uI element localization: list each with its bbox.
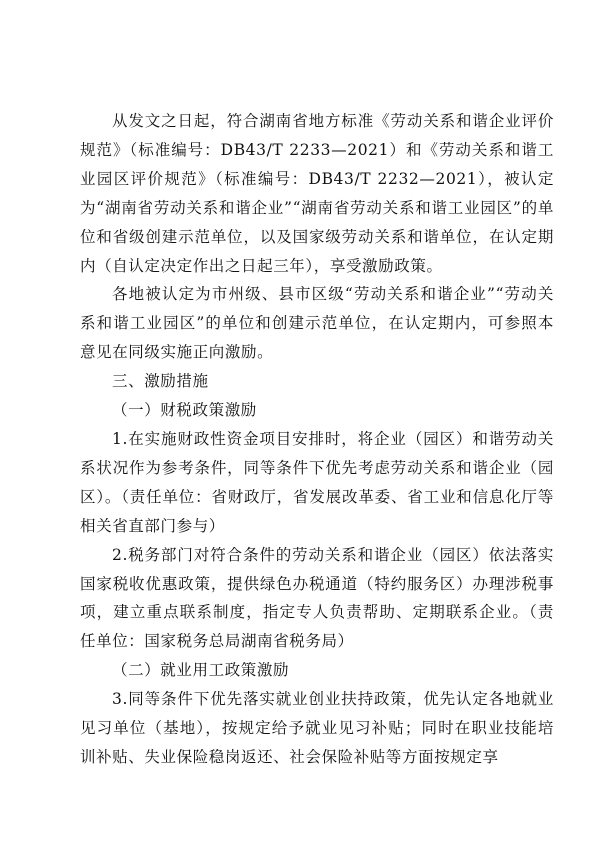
paragraph-recognition-scope: 从发文之日起，符合湖南省地方标准《劳动关系和谐企业评价规范》（标准编号：DB43/T 2233—2021）和《劳动关系和谐工业园区评价规范》（标准编号：DB43/T 2232—2021），被认定为“湖南省劳动关系和谐企业”“湖南省劳动关系和谐工业园区”的单位和省级创建示范单位，以及国家级劳动关系和谐单位，在认定期内（自认定决定作出之日起三年），享受激励政策。: [80, 112, 554, 275]
subsection-heading-employment: （二）就业用工政策激励: [112, 661, 290, 680]
document-body: [80, 107, 554, 772]
subsection-heading-fiscal-tax: （一）财税政策激励: [112, 401, 257, 420]
paragraph-item-3: 3.同等条件下优先落实就业创业扶持政策，优先认定各地就业见习单位（基地），按规定给予就业见习补贴；同时在职业技能培训补贴、失业保险稳岗返还、社会保险补贴等方面按规定享: [80, 690, 554, 766]
paragraph-item-1: 1.在实施财政性资金项目安排时，将企业（园区）和谐劳动关系状况作为参考条件，同等条件下优先考虑劳动关系和谐企业（园区）。（责任单位：省财政厅，省发展改革委、省工业和信息化厅等相关省直部门参与）: [80, 429, 554, 535]
paragraph-local-recognition: 各地被认定为市州级、县市区级“劳动关系和谐企业”“劳动关系和谐工业园区”的单位和创建示范单位，在认定期内，可参照本意见在同级实施正向激励。: [80, 285, 554, 362]
section-heading-incentive-measures: 三、激励措施: [112, 372, 209, 391]
paragraph-item-2: 2.税务部门对符合条件的劳动关系和谐企业（园区）依法落实国家税收优惠政策，提供绿色办税通道（特约服务区）办理涉税事项，建立重点联系制度，指定专人负责帮助、定期联系企业。（责任单位：国家税务总局湖南省税务局）: [80, 545, 554, 651]
